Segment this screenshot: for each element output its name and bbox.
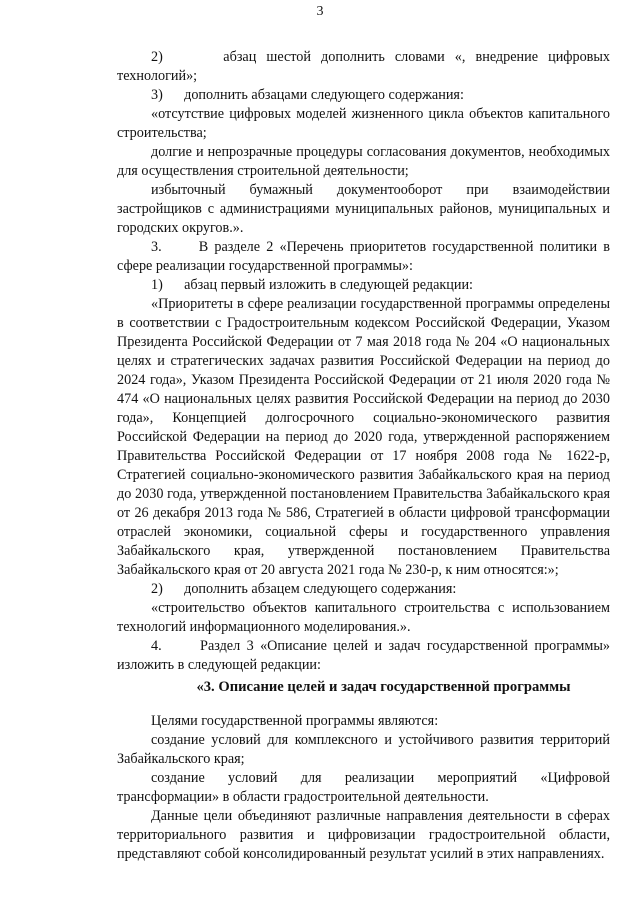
paragraph-goals-intro: Целями государственной программы являются: (151, 713, 439, 729)
paragraph-procedures: долгие и непрозрачные процедуры согласования документов, необходимых для осуществления строительной деятельности; (117, 144, 610, 179)
paragraph-section-3: 4. Раздел 3 «Описание целей и задач государственной программы» изложить в следующей редакции: (117, 638, 610, 673)
paragraph-priorities: «Приоритеты в сфере реализации государственной программы определены в соответствии с Градостроительным кодексом Российской Федерации, Указом Президента Российской Федерации от 7 мая 2018 года № 204 «О национальных целях и стратегических задачах развития Российской Федерации на период до 2024 года», Указом Президента Российской Федерации от 21 июля 2020 года № 474 «О национальных целях развития Российской Федерации на период до 2030 года», Концепцией долгосрочного социально-экономического развития Российской Федерации на период до 2020 года, утвержденной распоряжением Правительства Российской Федерации от 17 ноября 2008 года № 1622-р, Стратегией социально-экономического развития Забайкальского края на период до 2030 года, утвержденной постановлением Правительства Забайкальского края от 26 декабря 2013 года № 586, Стратегией в области цифровой трансформации отраслей экономики, социальной сферы и государственного управления Забайкальского края, утвержденной постановлением Правительства Забайкальского края от 20 августа 2021 года № 230-р, к ним относятся:»; (117, 296, 610, 578)
document-body (117, 48, 610, 864)
paragraph-item-1: 1) абзац первый изложить в следующей редакции: (151, 277, 473, 293)
paragraph-item-2b: 2) дополнить абзацем следующего содержания: (151, 581, 457, 597)
paragraph-item-3: 3) дополнить абзацами следующего содержания: (151, 87, 464, 103)
heading-spacer (117, 697, 610, 712)
paragraph-goal-1: создание условий для комплексного и устойчивого развития территорий Забайкальского края; (117, 732, 610, 767)
paragraph-section-2: 3. В разделе 2 «Перечень приоритетов государственной политики в сфере реализации государственной программы»: (117, 239, 610, 274)
paragraph-construction: «строительство объектов капитального строительства с использованием технологий информационного моделирования.». (117, 600, 610, 635)
paragraph-item-2: 2) абзац шестой дополнить словами «, внедрение цифровых технологий»; (117, 49, 610, 84)
paragraph-goals-summary: Данные цели объединяют различные направления деятельности в сферах территориального развития и цифровизации градостроительной области, представляют собой консолидированный результат усилий в этих направлениях. (117, 808, 610, 862)
section-heading: «3. Описание целей и задач государственной программы (196, 679, 571, 695)
page-number: 3 (316, 4, 324, 19)
paragraph-paperwork: избыточный бумажный документооборот при взаимодействии застройщиков с администрациями муниципальных районов, муниципальных и городских округов.». (117, 182, 610, 236)
paragraph-goal-2: создание условий для реализации мероприятий «Цифровой трансформации» в области градостроительной деятельности. (117, 770, 610, 805)
paragraph-quote-start: «отсутствие цифровых моделей жизненного цикла объектов капитального строительства; (117, 106, 610, 141)
